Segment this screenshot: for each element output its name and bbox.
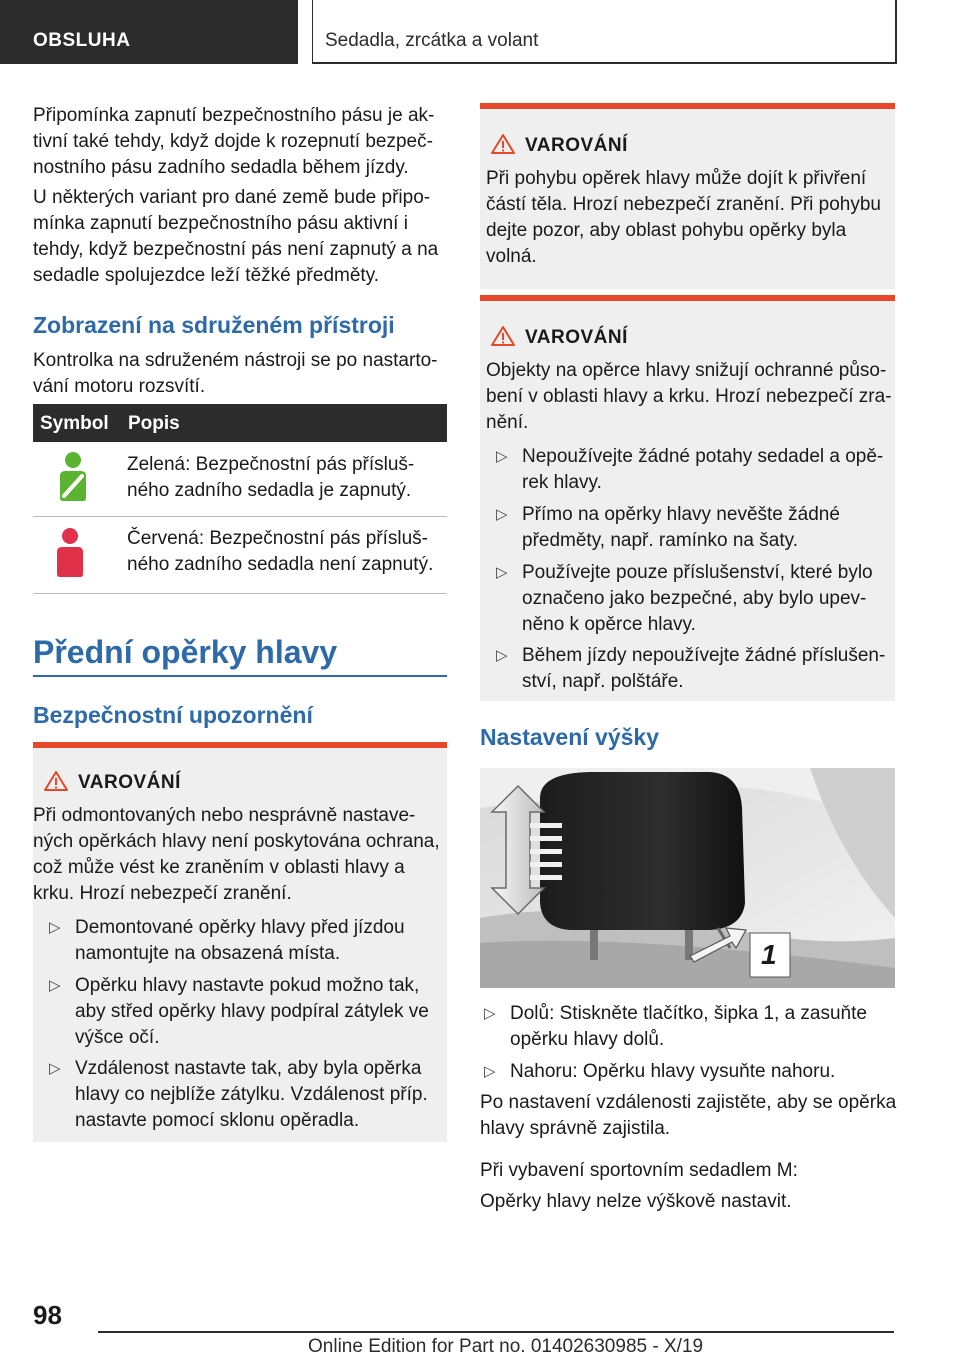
warning-line: krku. Hrozí nebezpečí zranění. xyxy=(33,883,292,904)
warning-line: bení v oblasti hlavy a krku. Hrozí nebezpečí zra- xyxy=(486,386,892,407)
bullet-triangle-icon: ▷ xyxy=(496,647,508,664)
edition-label: Online Edition for Part no. 01402630985 - X/19 xyxy=(308,1336,704,1357)
paragraph-line: hlavy správně zajistila. xyxy=(480,1118,671,1139)
paragraph-line: nostního pásu zadního sedadla během jízdy. xyxy=(33,157,409,178)
header-section-tab xyxy=(0,0,298,64)
warning-title: VAROVÁNÍ xyxy=(78,772,181,793)
warning-line: ných opěrkách hlavy není poskytována ochrana, xyxy=(33,831,440,852)
table-cell-line: Červená: Bezpečnostní pás přísluš- xyxy=(127,528,428,549)
table-cell-line: Zelená: Bezpečnostní pás přísluš- xyxy=(127,454,415,475)
heading-cluster: Zobrazení na sdruženém přístroji xyxy=(33,312,395,338)
warning-line: což může vést ke zraněním v oblasti hlavy a xyxy=(33,857,405,878)
table-header xyxy=(33,404,447,442)
warning-title: VAROVÁNÍ xyxy=(525,135,628,156)
heading-safety: Bezpečnostní upozornění xyxy=(33,702,313,728)
heading-underline xyxy=(33,675,447,677)
headrest-illustration xyxy=(480,768,895,988)
bullet-triangle-icon: ▷ xyxy=(49,1060,61,1077)
table-divider xyxy=(33,516,447,517)
warning-line: částí těla. Hrozí nebezpečí zranění. Při pohybu xyxy=(486,194,881,215)
page-number: 98 xyxy=(33,1300,62,1330)
paragraph-line: vání motoru rozsvítí. xyxy=(33,376,206,397)
table-header-description: Popis xyxy=(128,413,180,434)
bullet-triangle-icon: ▷ xyxy=(49,977,61,994)
paragraph-line: tivní také tehdy, když dojde k rozepnutí bezpeč- xyxy=(33,131,433,152)
paragraph-line: Při vybavení sportovním sedadlem M: xyxy=(480,1160,798,1181)
warning-line: Objekty na opěrce hlavy snižují ochranné půso- xyxy=(486,360,887,381)
paragraph-line: tehdy, když bezpečnostní pás není zapnutý a na xyxy=(33,239,439,260)
header-chapter-label: Sedadla, zrcátka a volant xyxy=(325,30,539,51)
warning-line: dejte pozor, aby oblast pohybu opěrky byla xyxy=(486,220,847,241)
warning-box: VAROVÁNÍ Při odmontovaných nebo nesprávně nastave- ných opěrkách hlavy není poskytována ochrana, což může vést ke zraněním v oblasti hlavy a krku. Hrozí nebezpečí zranění. ▷ Demontované opěrky hlavy před jízdou namontujte na obsazená místa. ▷ Opěrku hlavy nastavte pokud možno tak, aby střed opěrky hlavy podpíral zátylek ve výšce očí. ▷ Vzdálenost nastavte tak, aby byla opěrka hlavy co nejblíže zátylku. Vzdálenost příp. nastavte pomocí sklonu opěradla. xyxy=(33,742,447,1142)
warning-line: nění. xyxy=(486,412,529,433)
table-divider xyxy=(33,593,447,594)
paragraph-line: Opěrky hlavy nelze výškově nastavit. xyxy=(480,1191,792,1212)
table-cell-line: ného zadního sedadla je zapnutý. xyxy=(127,480,412,501)
seatbelt-fastened-icon xyxy=(57,450,89,502)
warning-triangle-icon xyxy=(43,770,69,792)
warning-line: volná. xyxy=(486,246,537,267)
paragraph-line: Po nastavení vzdálenosti zajistěte, aby se opěrka xyxy=(480,1092,897,1113)
warning-title: VAROVÁNÍ xyxy=(525,327,628,348)
heading-main: Přední opěrky hlavy xyxy=(33,634,338,670)
bullet-triangle-icon: ▷ xyxy=(49,919,61,936)
paragraph-line: Kontrolka na sdruženém nástroji se po nastarto- xyxy=(33,350,438,371)
footer-rule xyxy=(98,1331,894,1333)
header-chapter-box xyxy=(312,0,897,64)
warning-triangle-icon xyxy=(490,325,516,347)
headrest-figure xyxy=(480,768,895,988)
paragraph-line: Připomínka zapnutí bezpečnostního pásu je ak- xyxy=(33,105,435,126)
warning-box: VAROVÁNÍ Objekty na opěrce hlavy snižují ochranné půso- bení v oblasti hlavy a krku. Hrozí nebezpečí zra- nění. ▷ Nepoužívejte žádné potahy sedadel a opě- rek hlavy. ▷ Přímo na opěrky hlavy nevěšte žádné předměty, např. ramínko na šaty. ▷ Používejte pouze příslušenství, které bylo označeno jako bezpečné, aby bylo upev- něno k opěrce hlavy. ▷ Během jízdy nepoužívejte žádné příslušen- ství, např. polštáře. xyxy=(480,295,895,701)
bullet-triangle-icon: ▷ xyxy=(484,1005,496,1022)
bullet-triangle-icon: ▷ xyxy=(496,564,508,581)
paragraph-line: mínka zapnutí bezpečnostního pásu aktivní i xyxy=(33,213,408,234)
table-cell-line: ného zadního sedadla není zapnutý. xyxy=(127,554,434,575)
paragraph-line: U některých variant pro dané země bude připo- xyxy=(33,187,431,208)
table-header-symbol: Symbol xyxy=(40,413,109,434)
warning-line: Při odmontovaných nebo nesprávně nastave- xyxy=(33,805,416,826)
header-section-label: OBSLUHA xyxy=(33,30,131,51)
warning-box xyxy=(480,103,895,289)
warning-line: Při pohybu opěrek hlavy může dojít k přivření xyxy=(486,168,867,189)
seatbelt-unfastened-icon xyxy=(54,526,86,578)
heading-height: Nastavení výšky xyxy=(480,724,660,750)
bullet-triangle-icon: ▷ xyxy=(496,506,508,523)
paragraph-line: sedadle spolujezdce leží těžké předměty. xyxy=(33,265,380,286)
figure-label: 1 xyxy=(761,939,777,970)
bullet-triangle-icon: ▷ xyxy=(496,448,508,465)
bullet-triangle-icon: ▷ xyxy=(484,1063,496,1080)
warning-triangle-icon xyxy=(490,133,516,155)
